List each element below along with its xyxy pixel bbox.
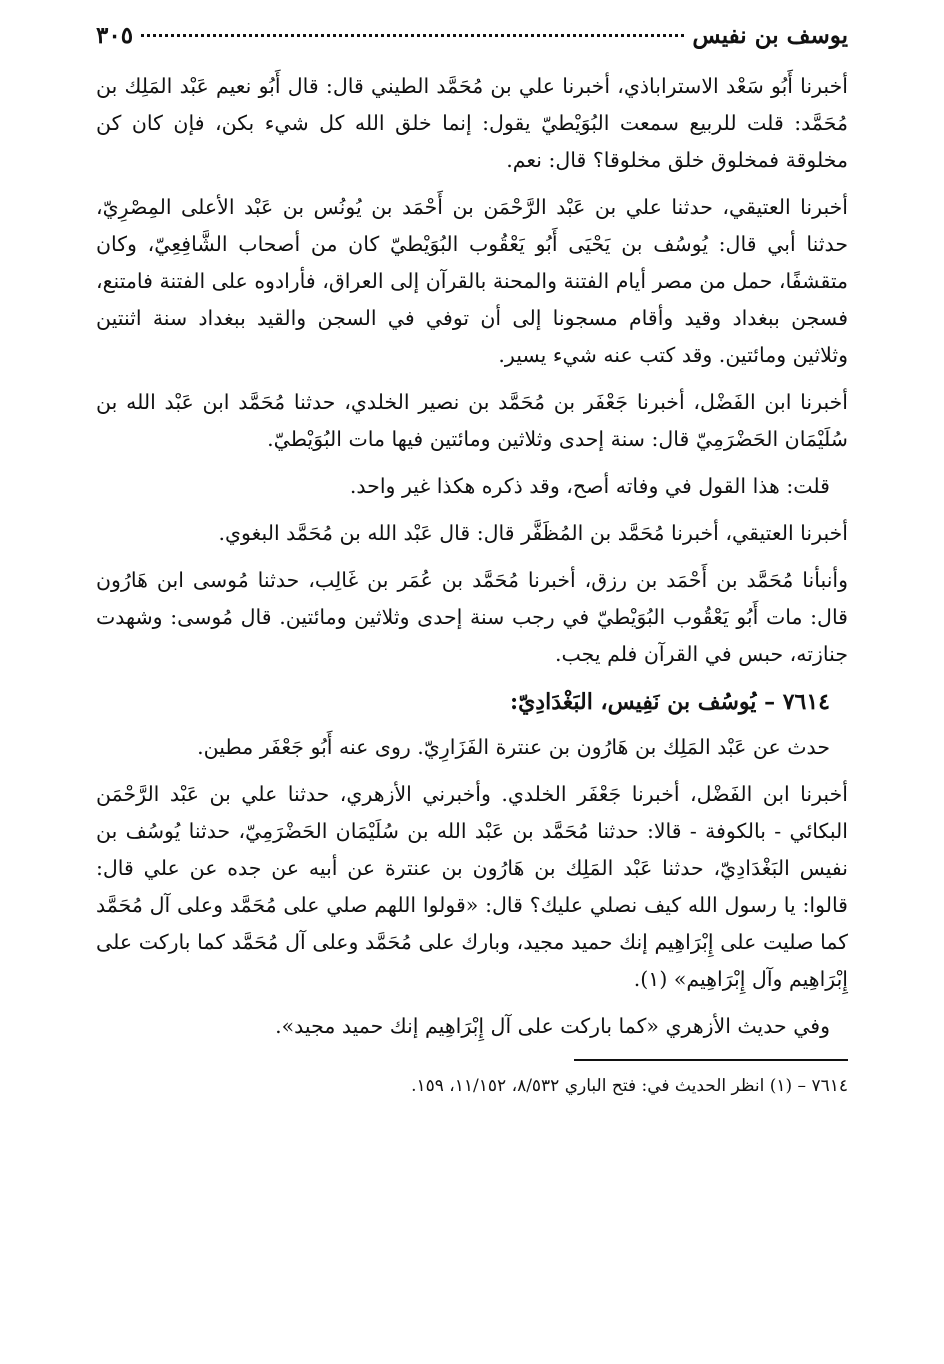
leader-dots bbox=[141, 34, 684, 37]
page-number: ٣٠٥ bbox=[96, 22, 134, 49]
footnote: ٧٦١٤ – (١) انظر الحديث في: فتح الباري ٨/٥٣٢، ١١/١٥٢، ١٥٩. bbox=[411, 1076, 848, 1096]
running-header bbox=[96, 22, 848, 68]
entry-paragraph-1: حدث عن عَبْد المَلِك بن هَارُون بن عنترة الفَزَارِيّ. روى عنه أَبُو جَعْفَر مطين. bbox=[197, 735, 830, 759]
paragraph-narration-2: أخبرنا العتيقي، حدثنا علي بن عَبْد الرَّحْمَن بن أَحْمَد بن يُونُس بن عَبْد الأعلى المِصْرِيّ، حدثنا أبي قال: يُوسُف بن يَحْيَى أَبُو يَعْقُوب البُوَيْطيّ كان من أصحاب الشَّافِعِيّ، وكان متقشفًا، حمل من مصر أيام الفتنة والمحنة بالقرآن إلى العراق، فأرادوه على الفتنة فامتنع، فسجن ببغداد وقيد وأقام مسجونا إلى أن توفي في السجن والقيد ببغداد سنة اثنتين وثلاثين ومائتين. وقد كتب عنه شيء يسير. bbox=[96, 195, 848, 367]
footnote-divider bbox=[574, 1059, 848, 1061]
entry-paragraph-2: أخبرنا ابن الفَضْل، أخبرنا جَعْفَر الخلدي. وأخبرني الأزهري، حدثنا علي بن عَبْد الرَّحْمَن البكائي - بالكوفة - قالا: حدثنا مُحَمَّد بن عَبْد الله بن سُلَيْمَان الحَضْرَمِيّ، حدثنا يُوسُف بن نفيس البَغْدَادِيّ، حدثنا عَبْد المَلِك بن هَارُون بن عنترة عن أبيه عن جده عن علي قال: قالوا: يا رسول الله كيف نصلي عليك؟ قال: «قولوا اللهم صلي على مُحَمَّد وعلى آل مُحَمَّد كما صليت على إِبْرَاهِيم إنك حميد مجيد، وبارك على مُحَمَّد وعلى آل مُحَمَّد كما باركت على إِبْرَاهِيم وآل إِبْرَاهِيم» (١). bbox=[96, 782, 848, 991]
running-title: يوسف بن نفيس bbox=[692, 22, 848, 49]
paragraph-narration-4: أخبرنا العتيقي، أخبرنا مُحَمَّد بن المُظَفَّر قال: قال عَبْد الله بن مُحَمَّد البغوي. bbox=[218, 521, 848, 545]
book-page bbox=[96, 22, 848, 1101]
entry-heading: ٧٦١٤ – يُوسُف بن نَفِيس، البَغْدَادِيّ: bbox=[509, 689, 830, 715]
paragraph-author-note: قلت: هذا القول في وفاته أصح، وقد ذكره هكذا غير واحد. bbox=[349, 474, 830, 498]
paragraph-narration-5: وأنبأنا مُحَمَّد بن أَحْمَد بن رزق، أخبرنا مُحَمَّد بن عُمَر بن غَالِب، حدثنا مُوسى ابن هَارُون قال: مات أَبُو يَعْقُوب البُوَيْطيّ في رجب سنة إحدى وثلاثين ومائتين. قال مُوسى: وشهدت جنازته، حبس في القرآن فلم يجب. bbox=[96, 568, 848, 666]
entry-paragraph-3: وفي حديث الأزهري «كما باركت على آل إِبْرَاهِيم إنك حميد مجيد». bbox=[275, 1014, 830, 1038]
paragraph-narration-3: أخبرنا ابن الفَضْل، أخبرنا جَعْفَر بن مُحَمَّد بن نصير الخلدي، حدثنا مُحَمَّد ابن عَبْد الله بن سُلَيْمَان الحَضْرَمِيّ قال: سنة إحدى وثلاثين ومائتين فيها مات البُوَيْطيّ. bbox=[96, 390, 848, 451]
paragraph-narration-1: أخبرنا أَبُو سَعْد الاستراباذي، أخبرنا علي بن مُحَمَّد الطيني قال: قال أَبُو نعيم عَبْد المَلِك بن مُحَمَّد: قلت للربيع سمعت البُوَيْطيّ يقول: إنما خلق الله كل شيء بكن، فإن كان كن مخلوقة فمخلوق خلق مخلوقا؟ قال: نعم. bbox=[96, 74, 848, 172]
